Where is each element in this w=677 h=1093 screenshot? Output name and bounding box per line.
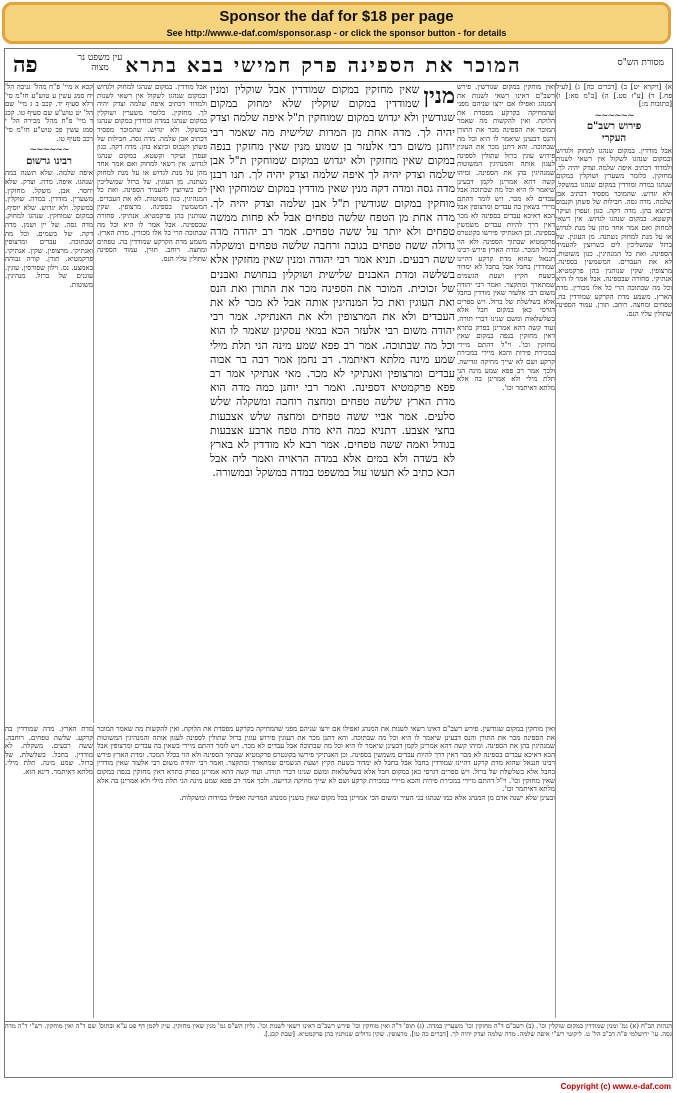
rabbeinu-gershom-heading: רבינו גרשום [26,155,72,167]
tosafot-filler-text: ואין מוחקין במקום שגודשין. פירש רשב"ם דאינו רשאי לשנות את המנהג ואפילו אם ירצו שניהם מפני שהמחיקה בקרקע מפסדת את הלוקח. ואין להקשות מה שאמר המוכר את הספינה מכר את התורן והנס דבעינן שיאמר לו היא וכל מה שבתוכה. והא דתנן מכר את העוגין פירוש עוגין ברזל שתולין לספינה לעגון אותה והמנהיגין המשוטות שמנהיגין בהן את הספינה. ומיהו קשה דהא אמרינן לקמן דבעינן שיאמר לו היא וכל מה שבתוכה אבל עבדים לא מכר. ויש לומר דהתם מיירי בשאין בה עבדים ומרצופין אבל הכא דאיכא עבדים בספינה לא מכר דאין דרך להיות עבדים משמשין בספינה. וכן האנתיקי פירשו בקונטרס פרקמטיא שבתוך הספינה ולא הוי בכלל המכר. ומדת הארץ פירש רבינו חננאל שהוא מדת קרקע דהיינו שמודדין בחבל אבל בחבל לא ימדוד בשעת הקיץ ושעת הגשמים שמתארך ומתקצר. ואמר רבי יהודה משום רבי אלעזר שאין מודדין בחבל אלא בשלשלת של ברזל. ויש ספרים דגרסי כאן במקום חבל אלא בשלשלאות ומשם שנינו דברי תורה. ועוד קשה דהא אמרינן בפרק בתרא דאין מחזקין בנפה במקום שאין מחזקין וכו'. וי"ל דהתם מיירי במכירת פירות והכא מיירי במכירת קרקע ושם לא שייך מחיקה וגדישה. ולכך אמר רב פפא שמע מינה הני תלת מילי ולא אמרינן בה אלא מלתא דאיתמר וכו'. [457,83,555,392]
sponsor-title: Sponsor the daf for $18 per page [219,8,454,25]
rashbam-heading: פירוש רשב"ם [586,121,642,133]
tosafot-side-text: אבל מודדין. במקום שנהגו למחוק ולגדוש ובמקום שנהגו לשקול אין רשאי לשנות ולמדוד דכתיב איפה שלמה וצדק יהיה לך. מחזקין. כלומר משערין ושוקלין במקום שנהגו במדה ומודדין במקום שנהגו במשקל. ולא יגדוש. שהמוכר מפסיד דכתיב אבן שלמה. מדה גסה. חבילות של פשתן וקנבוס וכיוצא בהן. מדה דקה. כגון זעפרן ועיקר וקשטא. במקום שנהגו לגדוש. אין רשאי למחוק ואם אמר אחד מהן על מנת לגדוש או על מנת למחוק נשתנה. מן העוגין. של ברזל שמשליכין לים כשרוצין להעמיד הספינה. ואת כל המנהיגין. כגון משוטות. לא את העבדים. המשמשין בספינה. מרצופין. שקין שנותנין בהן פרקמטיא. אנתיקי. סחורה שבספינה. אבל אמר לו היא וכל מה שבתוכה הרי כל אלו מכורין. מדת הארץ. משמע מדת הקרקע שמודדין בה. טפחים ומחצה. רוחב. תורן. עמוד הספינה שתולין עליו הנס. [97,83,207,263]
ein-mishpat-column [5,83,94,723]
masoret-label: מסורת הש"ס [617,58,664,68]
ein-mishpat-label: עין משפט נר מצוה [77,53,123,73]
rashbam-subheading: העקרי [601,132,627,144]
tosafot-filler: ובעינן שלא ישנה אדם מן המנהג אלא כמו שנהגו בני העיר ומשום הכי אמרינן בכל מקום שאין משנין ממנהג המדינה ואפילו במידות ומשקלות. [179,793,555,802]
gemara-column [210,83,455,723]
ornament-divider-left: ~~~~~~ [29,145,69,156]
page-number: פה [13,52,38,78]
masoret-rashbam-column [555,83,672,1018]
ein-mishpat-text: קכא א מיי' פ"ח מהל' גניבה הל' יח סמג עשין ע טוש"ע חו"מ סי' רלא סעיף יד. קכב ב ג מיי' שם הל' יט טוש"ע שם סעיף טו. קכג ד מיי' פ"ח מהל' מכירה הל' י סמג עשין פב טוש"ע חו"מ סי' רכב סעיף טו. [5,83,93,143]
sponsor-subtitle: See http://www.e-daf.com/sponsor.asp - or click the sponsor button - for details [166,28,507,38]
page-title: המוכר את הספינה פרק חמישי בבא בתרא [125,53,522,77]
footnotes-text: הגהות הב"ח (א) גמ' ומנין שמודדין במקום שוקלין וכו'. (ב) רשב"ם ד"ה מחזקין וכו' משערין במדה. (ג) תוס' ד"ה ואין מוחקין וכו' פירש רשב"ם דאינו רשאי לשנות וכו'. גליון הש"ס גמ' מנין שאין מחזקין. עיין לקמן דף פט ע"א ובתוס' שם ד"ה ואין מוחקין. רש"י ד"ה מדה גסה. עי' ירושלמי פ"ה דב"ב הל' ט. ליקוטי רש"י איפה שלמה. מדה שלמה וצדק יהיה לך. [דברים כה טו]. מרצופין. שקין גדולים שנותנין בהן פרקמטיא. [שבת קכג.]. [5,1022,672,1038]
rabbeinu-gershom-text-2: מדת הארץ. מדה שמודדין בה קרקע. שלשה טפחים. רוחבה. ששה רבעים. משקלה. לא מודדין. בחבל. בשלשלת. של ברזל. שמע מינה. תלת מילי. מלתא דאיתמר. דינא הוא. [5,725,93,776]
rabbeinu-gershom-continued [5,725,94,1018]
tosafot-bottom-block [97,725,555,1018]
tosafot-text: ואין מוחקין במקום שגודשין. פירש רשב"ם דאינו רשאי לשנות את המנהג ואפילו אם ירצו שניהם מפני שהמחיקה בקרקע מפסדת את הלוקח. ואין להקשות מה שאמר המוכר את הספינה מכר את התורן והנס דבעינן שיאמר לו היא וכל מה שבתוכה. והא דתנן מכר את העוגין פירוש עוגין ברזל שתולין לספינה לעגון אותה והמנהיגין המשוטות שמנהיגין בהן את הספינה. ומיהו קשה דהא אמרינן לקמן דבעינן שיאמר לו היא וכל מה שבתוכה אבל עבדים לא מכר. ויש לומר דהתם מיירי בשאין בה עבדים ומרצופין אבל הכא דאיכא עבדים בספינה לא מכר דאין דרך להיות עבדים משמשין בספינה. וכן האנתיקי פירשו בקונטרס פרקמטיא שבתוך הספינה ולא הוי בכלל המכר. ומדת הארץ פירש רבינו חננאל שהוא מדת קרקע דהיינו שמודדין בחבל אבל בחבל לא ימדוד בשעת הקיץ ושעת הגשמים שמתארך ומתקצר. ואמר רבי יהודה משום רבי אלעזר שאין מודדין בחבל אלא בשלשלת של ברזל. ויש ספרים דגרסי כאן במקום חבל אלא בשלשלאות ומשם שנינו דברי תורה. ועוד קשה דהא אמרינן בפרק בתרא דאין מחזקין בנפה במקום שאין מחזקין וכו'. וי"ל דהתם מיירי במכירת פירות והכא מיירי במכירת קרקע ושם לא שייך מחיקה וגדישה. ולכך אמר רב פפא שמע מינה הני תלת מילי ולא אמרינן בה אלא מלתא דאיתמר וכו'. [97,725,555,794]
sponsor-banner[interactable] [2,2,671,44]
talmud-page [4,48,673,1078]
ornament-divider: ~~~~~~ [594,110,634,121]
copyright-notice: Copyright (c) www.e-daf.com [560,1082,671,1091]
footnotes-block [5,1021,672,1078]
rabbeinu-gershom-text: איפה שלמה. שלא תשנה במה שנהגו. איפה. מדה. וצדק. שלא יחסר. אבן. משקל. מחזקין. משערין. מודדין. במדה. שוקלין. במשקל. ולא יגדוש. שלא יוסיף. במקום שמוחקין. שנהגו למחוק. מדה גסה. של יין ושמן. מדה דקה. של בשמים. וכל מה שבתוכה. עבדים ומרצופין ואנתיקי. מרצופין. שקין. אנתיקי. פרקמטיא. תורן. קורה גבוהה באמצע. נס. וילון שפורסין. עוגין. עוגנים של ברזל. מנהיגין. משוטות. [5,169,93,290]
tosafot-column [97,83,207,723]
page-header [5,49,672,82]
rashi-column [457,83,555,723]
gemara-text: שאין מחזקין במקום שמודדין אבל שוקלין ומנין שמודדין במקום שוקלין שלא ימחוק במקום שגודשין ולא יגדוש במקום שמוחקין ת"ל איפה שלמה וצדק יהיה לך. מדה אחת מן המדות שלישית מה שאמר רבי יוחנן משום רבי אלעזר בן שמוע מנין שאין מחזקין בנפה במקום שאין מחזקין ולא יגדוש במקום שמוחקין ת"ל אבן שלמה וצדק יהיה לך איפה שלמה וצדק יהיה לך. תנו רבנן מדה גסה ומדה דקה מנין שאין מודדין במקום שמוחקין ואין מוחקין במקום שגודשין ת"ל אבן שלמה וצדק יהיה לך. מדה אחת מן הטפח שלשה טפחים אבל לא פחות ממשה טפחים ולא יותר על ששה טפחים. אמר רב יהודה מדה גדולה ששה טפחים בגובה ורחבה שלשה טפחים ומשקלה ששה רבעים. תניא אמר רבי יהודה ומנין שאין מחזקין אלא בשלשה ומדת האבנים שלישית ושוקלין בנחושת ואבנים של זכוכית. המוכר את הספינה מכר את התורן ואת הנס ואת העוגין ואת כל המנהיגין אותה אבל לא מכר לא את העבדים ולא את המרצופין ולא את האנתיקי. אמר רבי יהודה משום רבי אלעזר הכא במאי עסקינן שאמר לו הוא וכל מה שבתוכה. אמר רב פפא שמע מינה הני תלת מילי שמע מינה מלתא דאיתמר. רב נחמן אמר רבה בר אבוה עבדים ומרצופין ואנתיקי לא מכר. מאי אנתיקי אמר רב פפא פרקמטיא דספינה. ואמר רבי יוחנן כמה מדה הוא מדת הארץ שלשה טפחים ומחצה רוחבה ומשקלה שלש סלעים. אמר אביי ששה טפחים ומחצה שלש אצבעות בחצי אצבע. דתניא כמה היא מדת טפח ארבע אצבעות בגודל ואמה ששה טפחים. אמר רבא לא מודדין לא בארץ לא בשדה ולא במים אלא במדה הראויה ואמר ליה אבל הכא כתיב לא תעשו עול במשפט במדה במשקל ובמשורה. [210,83,455,480]
masoret-text: א) [ויקרא יט] ב) [דברים כה] ג) [לעיל פח.] ד) [ע"ז סט.] ה) [ב"מ סא:] ו) [כתובות מ:] [556,83,672,109]
gemara-opening-word: מנין [423,83,455,109]
rashbam-text: אבל מודדין. במקום שנהגו למחוק ולגדוש ובמקום שנהגו לשקול אין רשאי לשנות ולמדוד דכתיב איפה שלמה וצדק יהיה לך. מחזקין. כלומר משערין ושוקלין במקום שנהגו במדה ומודדין במקום שנהגו במשקל. ולא יגדוש. שהמוכר מפסיד דכתיב אבן שלמה. מדה גסה. חבילות של פשתן וקנבוס וכיוצא בהן. מדה דקה. כגון זעפרן ועיקר וקשטא. במקום שנהגו לגדוש. אין רשאי למחוק ואם אמר אחד מהן על מנת לגדוש או על מנת למחוק נשתנה. מן העוגין. של ברזל שמשליכין לים כשרוצין להעמיד הספינה. ואת כל המנהיגין. כגון משוטות. לא את העבדים. המשמשין בספינה. מרצופין. שקין שנותנין בהן פרקמטיא. אנתיקי. סחורה שבספינה. אבל אמר לו היא וכל מה שבתוכה הרי כל אלו מכורין. מדת הארץ. משמע מדת הקרקע שמודדין בה. טפחים ומחצה. רוחב. תורן. עמוד הספינה שתולין עליו הנס. [556,146,672,318]
